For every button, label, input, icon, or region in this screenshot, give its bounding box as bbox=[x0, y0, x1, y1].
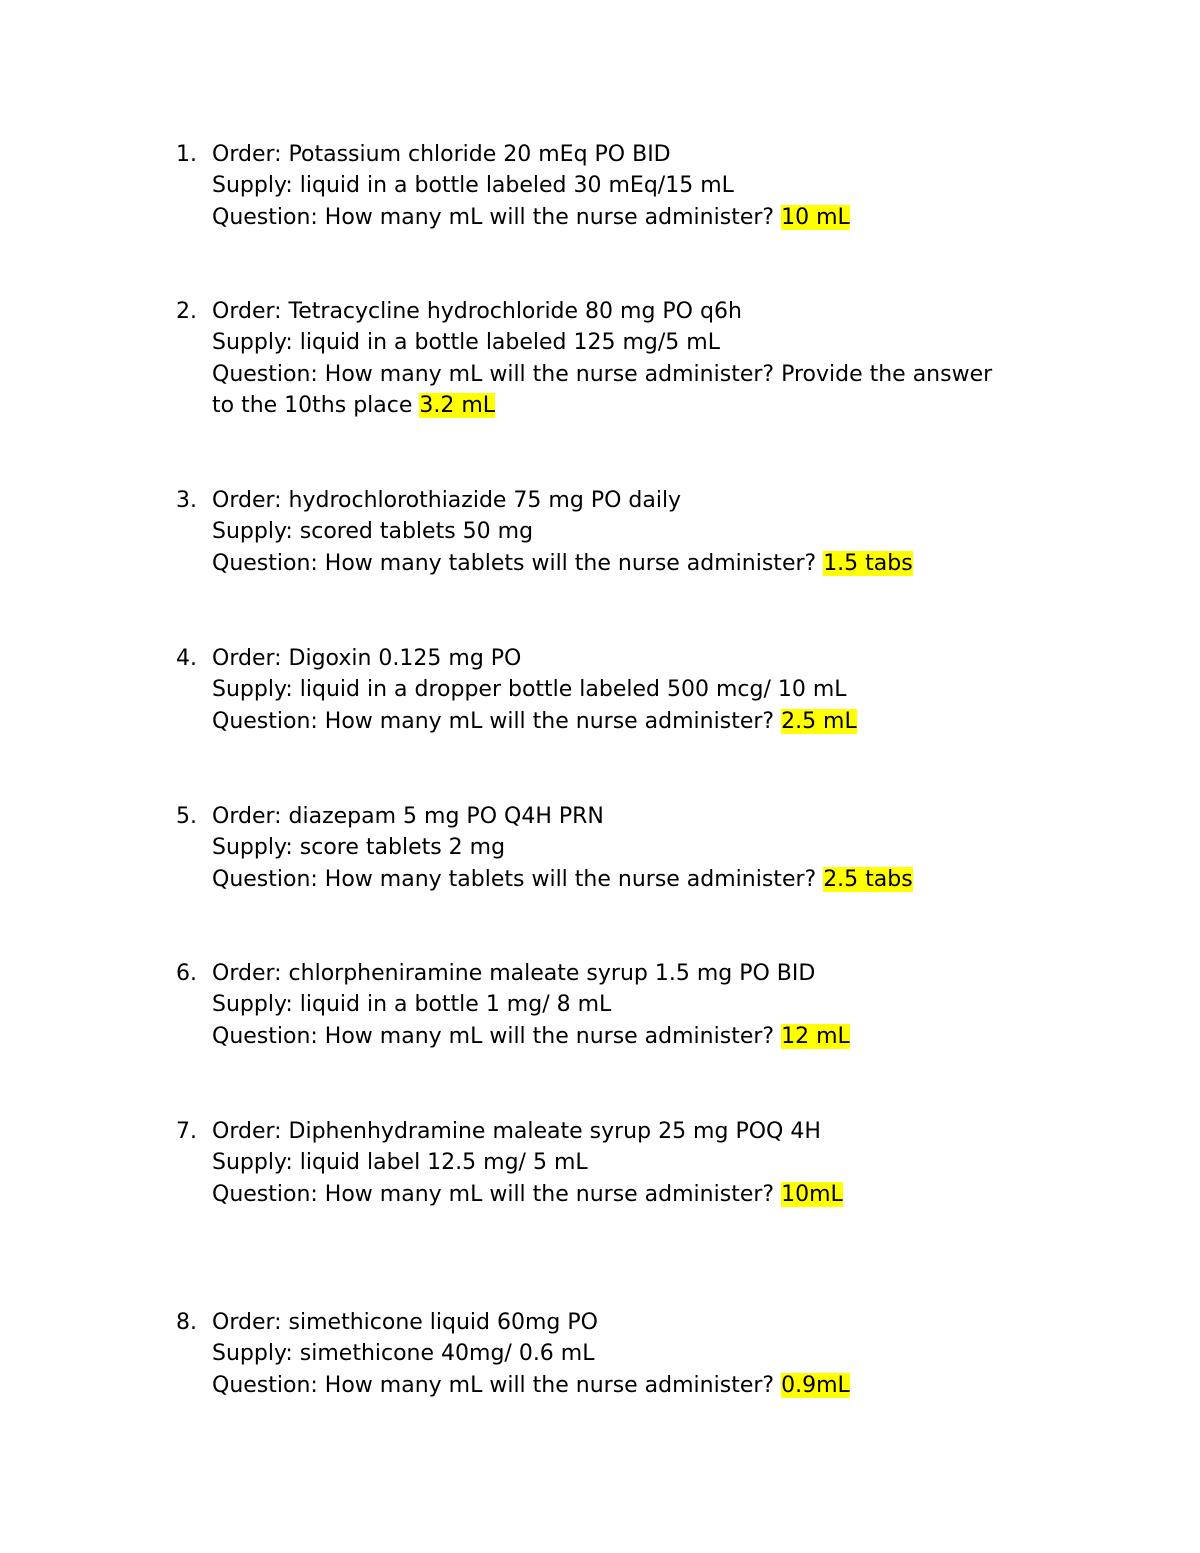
supply-text: Supply: liquid label 12.5 mg/ 5 mL bbox=[212, 1150, 588, 1176]
supply-text: Supply: scored tablets 50 mg bbox=[212, 519, 534, 545]
order-text: Order: diazepam 5 mg PO Q4H PRN bbox=[212, 804, 604, 829]
order-text: Order: Potassium chloride 20 mEq PO BID bbox=[212, 142, 671, 167]
supply-text: Supply: liquid in a bottle 1 mg/ 8 mL bbox=[212, 992, 612, 1018]
item-line bbox=[212, 1116, 1072, 1147]
question-text: to the 10ths place bbox=[212, 393, 420, 419]
highlighted-answer: 2.5 mL bbox=[781, 708, 857, 734]
item-line bbox=[212, 1021, 1072, 1052]
supply-text: Supply: liquid in a bottle labeled 125 mg/5 mL bbox=[212, 330, 720, 356]
item-body bbox=[212, 296, 1072, 422]
item-line bbox=[212, 832, 1072, 863]
item-number: 7. bbox=[176, 1119, 197, 1144]
item-number: 2. bbox=[176, 299, 197, 324]
highlighted-answer: 2.5 tabs bbox=[823, 866, 913, 892]
item-line bbox=[212, 1179, 1072, 1210]
item-body bbox=[212, 1307, 1072, 1401]
item-line bbox=[212, 359, 1072, 390]
item-body bbox=[212, 801, 1072, 895]
item-body bbox=[212, 485, 1072, 579]
item-body bbox=[212, 139, 1072, 233]
item-number: 1. bbox=[176, 142, 197, 167]
item-line bbox=[212, 390, 1072, 421]
item-number: 4. bbox=[176, 646, 197, 671]
item-line bbox=[212, 170, 1072, 201]
highlighted-answer: 10 mL bbox=[781, 204, 850, 230]
highlighted-answer: 1.5 tabs bbox=[823, 550, 913, 576]
item-number: 8. bbox=[176, 1310, 197, 1335]
item-number: 5. bbox=[176, 804, 197, 829]
item-line bbox=[212, 1370, 1072, 1401]
question-text: Question: How many tablets will the nurse administer? bbox=[212, 550, 824, 576]
item-line bbox=[212, 548, 1072, 579]
item-line bbox=[212, 1147, 1072, 1178]
order-text: Order: Tetracycline hydrochloride 80 mg PO q6h bbox=[212, 299, 742, 324]
question-text: Question: How many mL will the nurse administer? bbox=[212, 1023, 782, 1049]
item-line bbox=[212, 674, 1072, 705]
order-text: Order: hydrochlorothiazide 75 mg PO daily bbox=[212, 488, 682, 513]
item-number: 6. bbox=[176, 961, 197, 986]
item-number: 3. bbox=[176, 488, 197, 513]
item-line bbox=[212, 958, 1072, 989]
order-text: Order: Digoxin 0.125 mg PO bbox=[212, 646, 522, 671]
highlighted-answer: 10mL bbox=[781, 1181, 843, 1207]
item-body bbox=[212, 643, 1072, 737]
order-text: Order: Diphenhydramine maleate syrup 25 mg POQ 4H bbox=[212, 1119, 821, 1144]
item-line bbox=[212, 202, 1072, 233]
item-line bbox=[212, 327, 1072, 358]
question-text: Question: How many mL will the nurse administer? bbox=[212, 204, 782, 230]
supply-text: Supply: liquid in a dropper bottle labeled 500 mcg/ 10 mL bbox=[212, 677, 847, 703]
item-line bbox=[212, 1338, 1072, 1369]
order-text: Order: simethicone liquid 60mg PO bbox=[212, 1310, 598, 1335]
supply-text: Supply: score tablets 2 mg bbox=[212, 835, 506, 861]
item-body bbox=[212, 1116, 1072, 1210]
highlighted-answer: 12 mL bbox=[781, 1023, 850, 1049]
question-text: Question: How many mL will the nurse administer? bbox=[212, 708, 782, 734]
question-text: Question: How many tablets will the nurse administer? bbox=[212, 866, 824, 892]
item-line bbox=[212, 296, 1072, 327]
item-line bbox=[212, 516, 1072, 547]
item-line bbox=[212, 864, 1072, 895]
item-line bbox=[212, 643, 1072, 674]
highlighted-answer: 0.9mL bbox=[781, 1372, 850, 1398]
item-body bbox=[212, 958, 1072, 1052]
supply-text: Supply: simethicone 40mg/ 0.6 mL bbox=[212, 1341, 595, 1367]
item-line bbox=[212, 706, 1072, 737]
item-line bbox=[212, 485, 1072, 516]
item-line bbox=[212, 989, 1072, 1020]
highlighted-answer: 3.2 mL bbox=[419, 393, 496, 419]
question-text: Question: How many mL will the nurse administer? bbox=[212, 1181, 782, 1207]
item-line bbox=[212, 801, 1072, 832]
item-line bbox=[212, 1307, 1072, 1338]
question-text: Question: How many mL will the nurse administer? Provide the answer bbox=[212, 361, 993, 387]
supply-text: Supply: liquid in a bottle labeled 30 mEq/15 mL bbox=[212, 173, 734, 199]
order-text: Order: chlorpheniramine maleate syrup 1.5 mg PO BID bbox=[212, 961, 816, 986]
item-line bbox=[212, 139, 1072, 170]
question-text: Question: How many mL will the nurse administer? bbox=[212, 1372, 782, 1398]
